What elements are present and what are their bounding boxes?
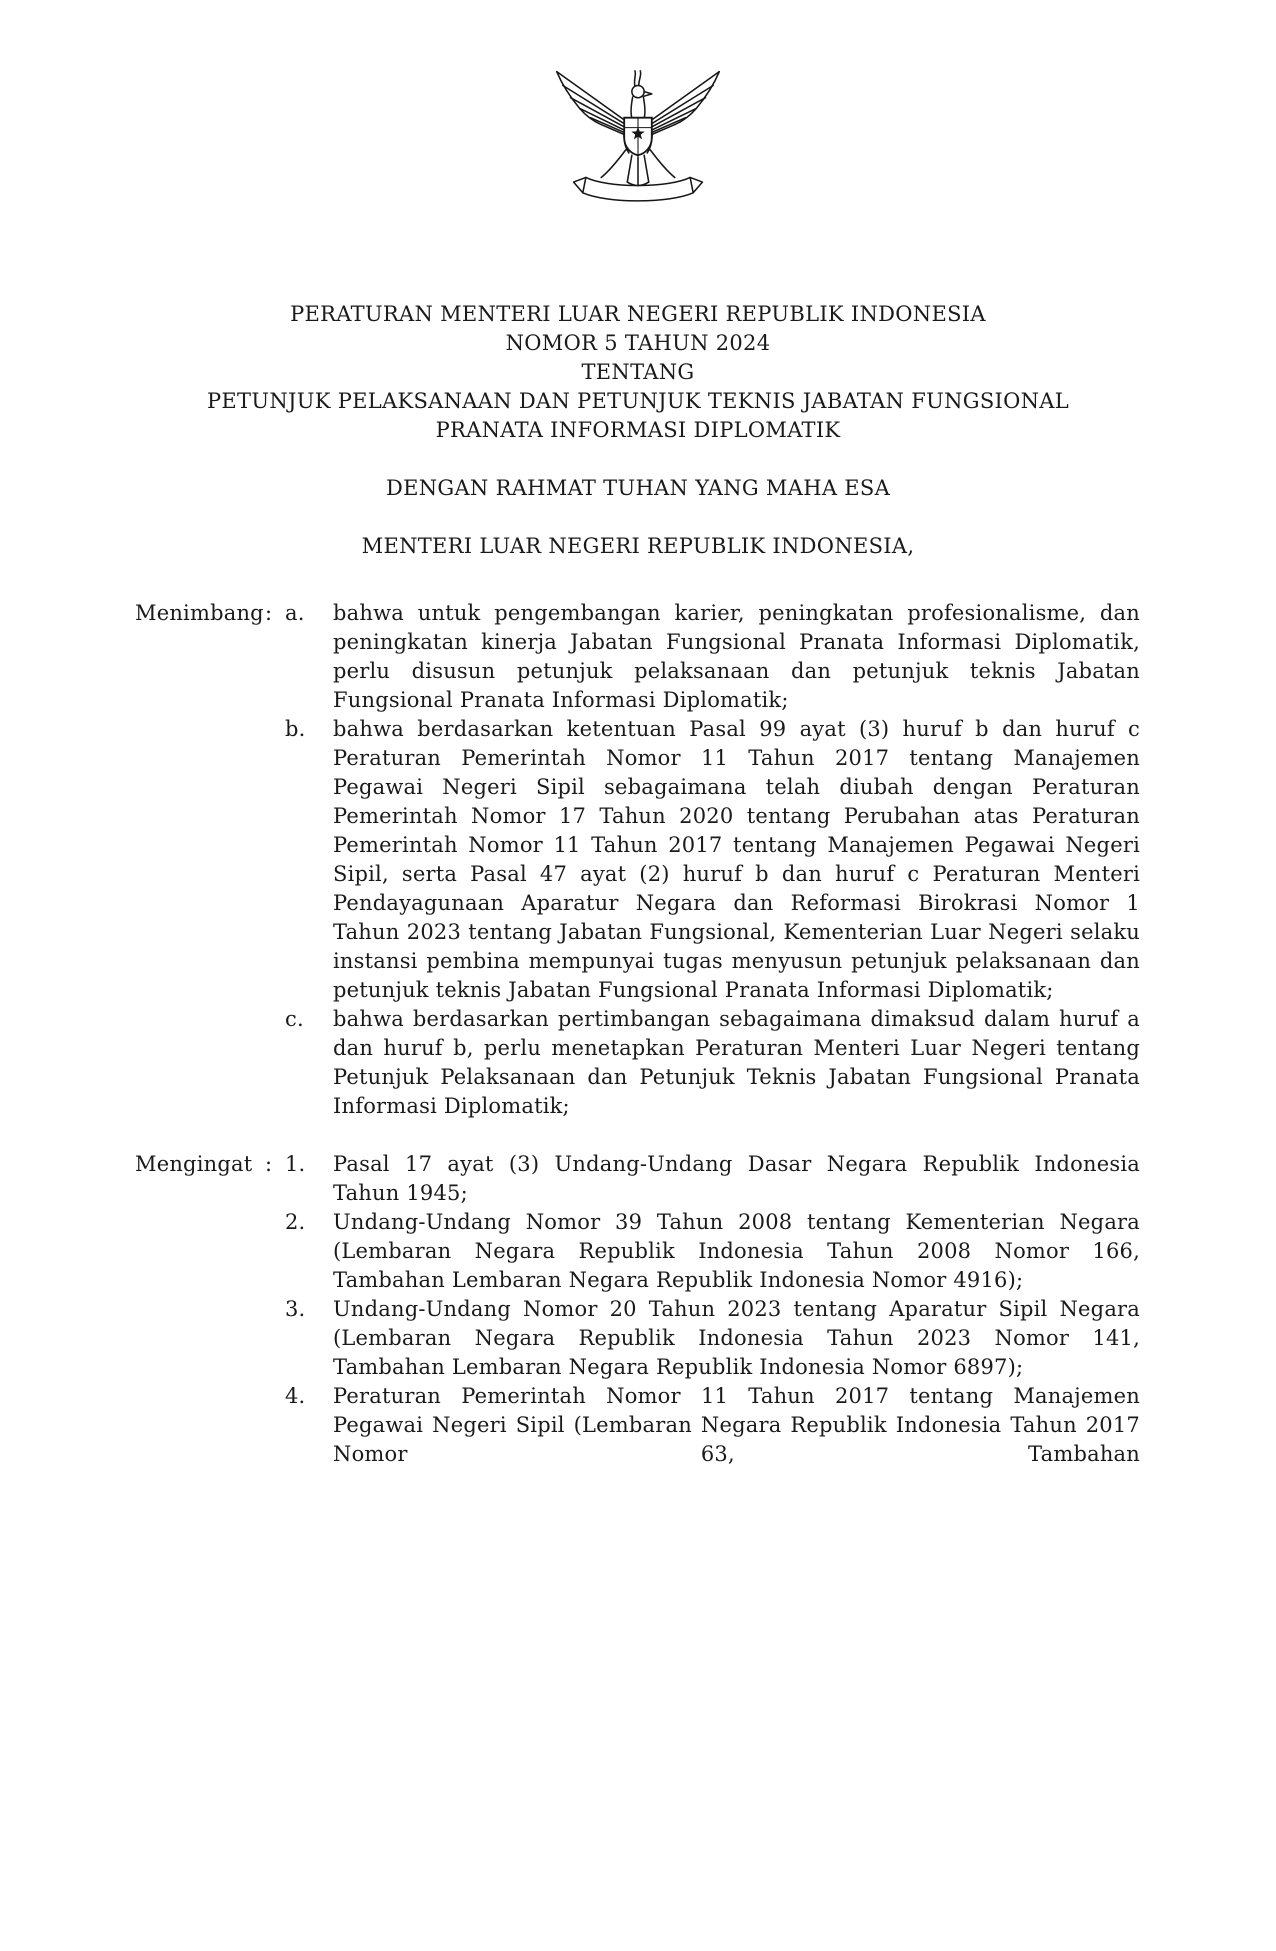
clause-item-c	[285, 1005, 1140, 1121]
section-separator: :	[265, 601, 273, 625]
section-items	[285, 599, 1140, 1121]
clause-marker: 2.	[285, 1210, 306, 1234]
section-items	[285, 1150, 1140, 1469]
title-line-regulation: PERATURAN MENTERI LUAR NEGERI REPUBLIK INDONESIA	[290, 302, 986, 326]
pancasila-shield	[624, 118, 652, 156]
clause-text: bahwa berdasarkan pertimbangan sebagaimana dimaksud dalam huruf a dan huruf b, perlu menetapkan Peraturan Menteri Luar Negeri tentang Petunjuk Pelaksanaan dan Petunjuk Teknis Jabatan Fungsional Pranata Informasi Diplomatik;	[333, 1007, 1140, 1118]
enacting-authority-line: MENTERI LUAR NEGERI REPUBLIK INDONESIA,	[361, 534, 915, 558]
section-separator: :	[265, 1152, 273, 1176]
clause-text: bahwa berdasarkan ketentuan Pasal 99 ayat (3) huruf b dan huruf c Peraturan Pemerintah Nomor 11 Tahun 2017 tentang Manajemen Pegawai Negeri Sipil sebagaimana telah diubah dengan Peraturan Pemerintah Nomor 17 Tahun 2020 tentang Perubahan atas Peraturan Pemerintah Nomor 11 Tahun 2017 tentang Manajemen Pegawai Negeri Sipil, serta Pasal 47 ayat (2) huruf b dan huruf c Peraturan Menteri Pendayagunaan Aparatur Negara dan Reformasi Birokrasi Nomor 1 Tahun 2023 tentang Jabatan Fungsional, Kementerian Luar Negeri selaku instansi pembina mempunyai tugas menyusun petunjuk pelaksanaan dan petunjuk teknis Jabatan Fungsional Pranata Informasi Diplomatik;	[333, 717, 1140, 1002]
clause-marker: 4.	[285, 1384, 306, 1408]
clause-text: bahwa untuk pengembangan karier, peningkatan profesionalisme, dan peningkatan kinerja Jabatan Fungsional Pranata Informasi Diplomatik, perlu disusun petunjuk pelaksanaan dan petunjuk teknis Jabatan Fungsional Pranata Informasi Diplomatik;	[333, 601, 1140, 712]
section-label: Mengingat	[135, 1152, 253, 1176]
title-line-subject-2: PRANATA INFORMASI DIPLOMATIK	[435, 418, 841, 442]
clause-marker: b.	[285, 717, 306, 741]
clause-marker: 3.	[285, 1297, 306, 1321]
clause-text: Undang-Undang Nomor 39 Tahun 2008 tentang Kementerian Negara (Lembaran Negara Republik Indonesia Tahun 2008 Nomor 166, Tambahan Lembaran Negara Republik Indonesia Nomor 4916);	[333, 1210, 1140, 1292]
invocation-line: DENGAN RAHMAT TUHAN YANG MAHA ESA	[385, 476, 891, 500]
title-line-tentang: TENTANG	[581, 360, 695, 384]
title-line-subject-1: PETUNJUK PELAKSANAAN DAN PETUNJUK TEKNIS JABATAN FUNGSIONAL	[206, 389, 1070, 413]
garuda-pancasila-icon	[546, 50, 730, 216]
garuda-pancasila-emblem	[0, 0, 1276, 216]
clause-text-continued: Peraturan Pemerintah Nomor 11 Tahun 2017 tentang Manajemen Pegawai Negeri Sipil (Lembaran Negara Republik Indonesia Tahun 2017 Nomor 63, Tambahan	[333, 1384, 1140, 1466]
clause-text: Pasal 17 ayat (3) Undang-Undang Dasar Negara Republik Indonesia Tahun 1945;	[333, 1152, 1140, 1205]
document-title	[0, 300, 1276, 445]
section-menimbang	[0, 599, 1276, 1121]
clause-marker: 1.	[285, 1152, 306, 1176]
title-line-number: NOMOR 5 TAHUN 2024	[505, 331, 771, 355]
clause-marker: a.	[285, 601, 305, 625]
clause-item-2	[285, 1208, 1140, 1295]
section-label: Menimbang	[135, 601, 264, 625]
clause-text: Undang-Undang Nomor 20 Tahun 2023 tentang Aparatur Sipil Negara (Lembaran Negara Republik Indonesia Tahun 2023 Nomor 141, Tambahan Lembaran Negara Republik Indonesia Nomor 6897);	[333, 1297, 1140, 1379]
clause-item-3	[285, 1295, 1140, 1382]
section-mengingat	[0, 1150, 1276, 1469]
clause-item-4	[285, 1382, 1140, 1469]
clause-item-a	[285, 599, 1140, 715]
clause-item-1	[285, 1150, 1140, 1208]
clause-marker: c.	[285, 1007, 304, 1031]
clause-item-b	[285, 715, 1140, 1005]
